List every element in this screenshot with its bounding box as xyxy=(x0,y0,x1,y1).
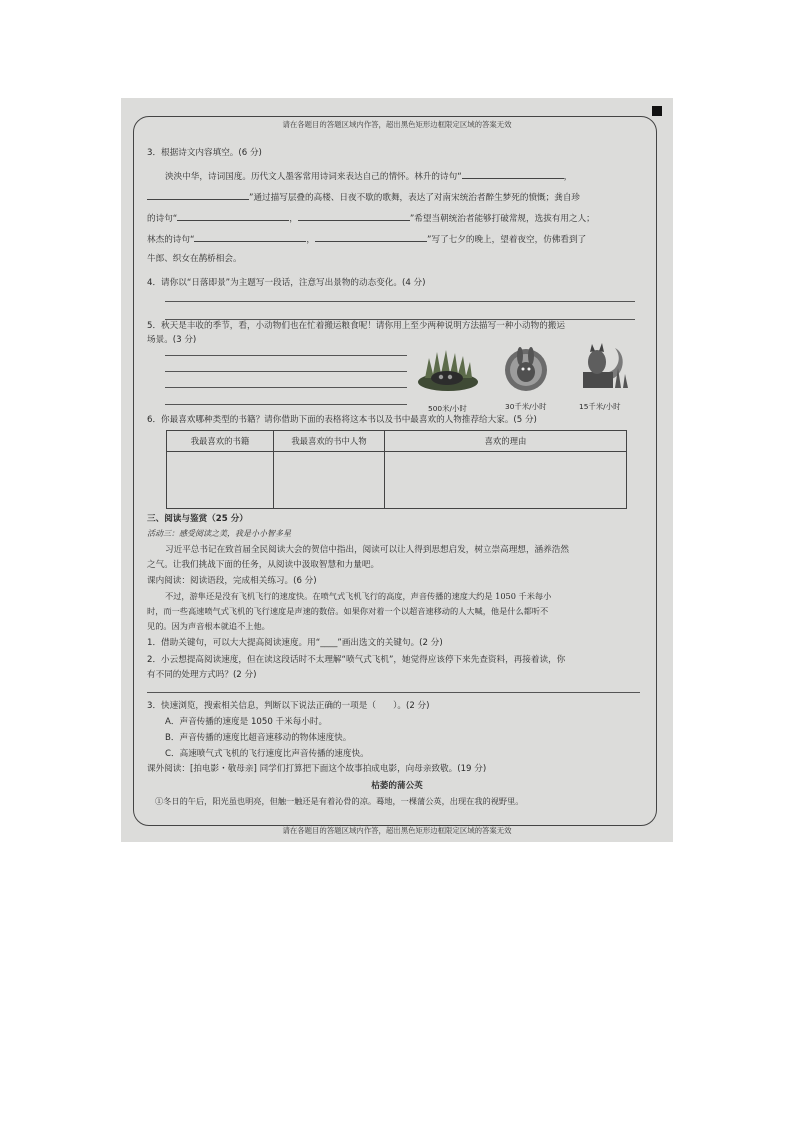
section-title: 三、阅读与鉴赏（25 分） xyxy=(147,514,248,524)
table-header: 喜欢的理由 xyxy=(385,431,627,452)
answer-line[interactable] xyxy=(165,404,407,405)
table-cell[interactable] xyxy=(167,452,274,509)
intro-line1: 习近平总书记在致首届全民阅读大会的贺信中指出，阅读可以让人得到思想启发，树立崇高理想，涵养浩然 xyxy=(165,545,569,555)
q3-line1: 泱泱中华，诗词国度。历代文人墨客常用诗词来表达自己的情怀。林升的诗句“ ， xyxy=(165,169,572,183)
header-note: 请在各题目的答题区域内作答，超出黑色矩形边框限定区域的答案无效 xyxy=(282,120,512,129)
table-header: 我最喜欢的书中人物 xyxy=(274,431,385,452)
option-b: B．声音传播的速度比超音速移动的物体速度快。 xyxy=(165,733,352,743)
q6-title: 6．你最喜欢哪种类型的书籍？请你借助下面的表格将这本书以及书中最喜欢的人物推荐给大家。(5 分) xyxy=(147,415,537,425)
footer-note: 请在各题目的答题区域内作答，超出黑色矩形边框限定区域的答案无效 xyxy=(282,826,512,835)
story-title: 枯萎的蒲公英 xyxy=(371,781,423,791)
intro-line2: 之气。让我们挑战下面的任务，从阅读中汲取智慧和力量吧。 xyxy=(147,560,380,570)
option-a: A．声音传播的速度是 1050 千米每小时。 xyxy=(165,717,328,727)
speed-label: 30千米/小时 xyxy=(505,402,547,411)
reading-q3: 3．快速浏览，搜索相关信息，判断以下说法正确的一项是（ ）。(2 分) xyxy=(147,701,430,711)
speed-label: 15千米/小时 xyxy=(579,402,621,411)
answer-line[interactable] xyxy=(165,301,635,302)
answer-line[interactable] xyxy=(147,692,640,693)
speed-label: 500米/小时 xyxy=(428,404,467,413)
reading-q1: 1．借助关键句，可以大大提高阅读速度。用“____”画出选文的关键句。(2 分) xyxy=(147,638,443,648)
option-c: C．高速喷气式飞机的飞行速度比声音传播的速度快。 xyxy=(165,749,369,759)
table-cell[interactable] xyxy=(385,452,627,509)
rabbit-icon xyxy=(501,344,551,392)
table-header: 我最喜欢的书籍 xyxy=(167,431,274,452)
answer-blank[interactable] xyxy=(147,190,249,200)
answer-blank[interactable] xyxy=(177,211,289,221)
book-recommendation-table xyxy=(166,430,627,509)
table-cell[interactable] xyxy=(274,452,385,509)
passage-line2: 时，而一些高速喷气式飞机的飞行速度是声速的数倍。如果你对着一个以超音速移动的人大喊，他是什么都听不 xyxy=(147,606,549,616)
answer-line[interactable] xyxy=(165,355,407,356)
answer-blank[interactable] xyxy=(462,169,564,179)
inclass-title: 课内阅读：阅读语段，完成相关练习。(6 分) xyxy=(147,576,317,586)
answer-line[interactable] xyxy=(165,371,407,372)
q3-title: 3．根据诗文内容填空。(6 分) xyxy=(147,148,262,158)
q3-line5: 牛郎、织女在鹊桥相会。 xyxy=(147,254,242,264)
reading-q2-line1: 2．小云想提高阅读速度，但在读这段话时不太理解“喷气式飞机”，她觉得应该停下来先查资料，再接着读，你 xyxy=(147,655,566,665)
answer-line[interactable] xyxy=(165,387,407,388)
scanned-exam-photo xyxy=(121,98,673,842)
outclass-title: 课外阅读：[拍电影・敬母亲] 同学们打算把下面这个故事拍成电影，向母亲致敬。(19 分) xyxy=(147,764,487,774)
q5-title-line1: 5．秋天是丰收的季节，看，小动物们也在忙着搬运粮食呢！请你用上至少两种说明方法描写一种小动物的搬运 xyxy=(147,321,565,331)
q3-line2: ”通过描写层叠的高楼、日夜不歇的歌舞，表达了对南宋统治者醉生梦死的愤慨；龚自珍 xyxy=(147,190,580,204)
answer-blank[interactable] xyxy=(194,232,306,242)
q3-line4: 林杰的诗句“ ， ”写了七夕的晚上，望着夜空，仿佛看到了 xyxy=(147,232,586,246)
squirrel-icon xyxy=(573,340,631,392)
hedgehog-icon xyxy=(417,344,479,392)
passage-line3: 见的。因为声音根本就追不上他。 xyxy=(147,621,270,631)
activity-title: 活动三：感受阅读之美，我是小小智多星 xyxy=(147,529,291,538)
answer-blank[interactable] xyxy=(298,211,410,221)
passage-line1: 不过，游隼还是没有飞机飞行的速度快。在喷气式飞机飞行的高度，声音传播的速度大约是 1050 千米每小 xyxy=(165,591,552,601)
q5-title-line2: 场景。(3 分) xyxy=(147,335,197,345)
corner-marker xyxy=(652,106,662,116)
story-line1: ①冬日的午后，阳光虽也明亮，但触一触还是有着沁骨的凉。蓦地，一棵蒲公英，出现在我的视野里。 xyxy=(155,796,524,806)
reading-q2-line2: 有不同的处理方式吗？(2 分) xyxy=(147,670,257,680)
q3-line3: 的诗句“ ， ”希望当朝统治者能够打破常规，选拔有用之人； xyxy=(147,211,595,225)
answer-blank[interactable] xyxy=(315,232,427,242)
q4-title: 4．请你以“日落即景”为主题写一段话，注意写出景物的动态变化。(4 分) xyxy=(147,278,426,288)
